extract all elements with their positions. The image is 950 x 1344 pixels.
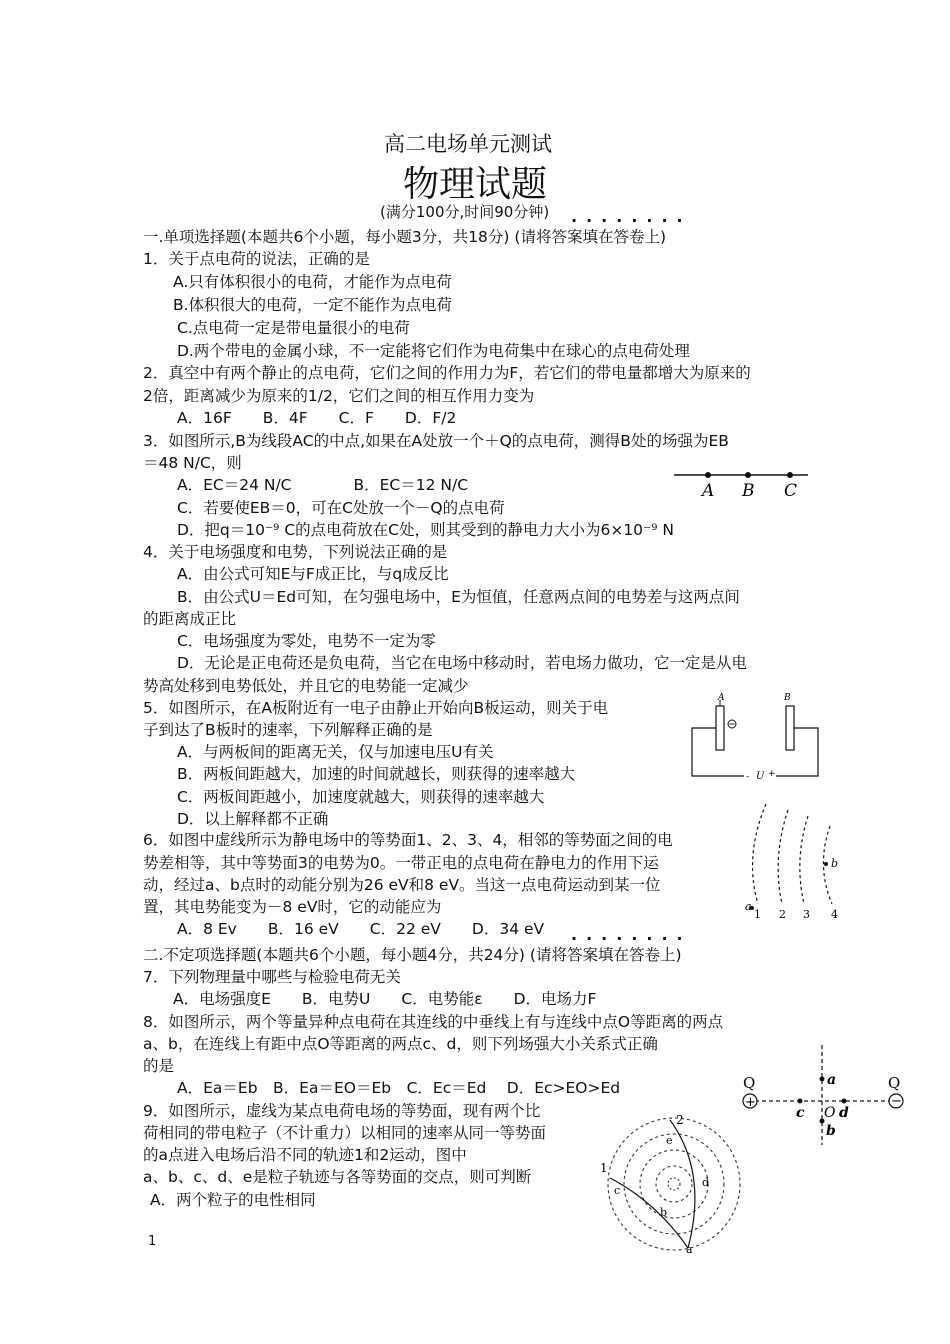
q2-options: A．16F B．4F C．F D．F/2 xyxy=(177,409,457,427)
q4-option-b-line1: B．由公式U＝Ed可知，在匀强电场中，E为恒值，任意两点间的电势差与这两点间 xyxy=(177,588,740,606)
q5-option-a: A．与两板间的距离无关，仅与加速电压U有关 xyxy=(177,743,494,761)
q3-label-c: C xyxy=(784,481,798,501)
q3-label-a: A xyxy=(702,481,715,501)
q9-stem-line3: 的a点进入电场后沿不同的轨迹1和2运动，图中 xyxy=(143,1146,467,1164)
q9-option-a: A．两个粒子的电性相同 xyxy=(150,1191,316,1209)
q3-stem-line1: 3．如图所示,B为线段AC的中点,如果在A处放一个＋Q的点电荷，测得B处的场强为EB xyxy=(143,432,729,450)
q8-label-o: O xyxy=(824,1105,836,1121)
q4-option-c: C．电场强度为零处，电势不一定为零 xyxy=(177,632,436,650)
q5-option-c: C．两板间距越小，加速度就越大，则获得的速率越大 xyxy=(177,788,545,806)
q5-label-u: U xyxy=(756,771,765,782)
q3-option-c: C．若要使EB＝0，可在C处放一个－Q的点电荷 xyxy=(177,499,505,517)
q2-stem-line1: 2．真空中有两个静止的点电荷，它们之间的作用力为F，若它们的带电量都增大为原来的 xyxy=(143,364,751,382)
q9-stem-line2: 荷相同的带电粒子（不计重力）以相同的速率从同一等势面 xyxy=(143,1124,547,1142)
page-number: 1 xyxy=(148,1234,157,1249)
q8-stem-line1: 8．如图所示，两个等量异种点电荷在其连线的中垂线上有与连线中点O等距离的两点 xyxy=(143,1013,724,1031)
q5-label-a: A xyxy=(718,693,725,703)
q1-option-d: D.两个带电的金属小球，不一定能将它们作为电荷集中在球心的点电荷处理 xyxy=(177,342,690,360)
q8-label-d: d xyxy=(839,1105,849,1121)
q8-label-a: a xyxy=(827,1072,837,1088)
q7-stem: 7．下列物理量中哪些与检验电荷无关 xyxy=(143,968,401,986)
q4-stem: 4．关于电场强度和电势，下列说法正确的是 xyxy=(143,543,448,561)
q6-label-b: b xyxy=(831,857,839,870)
q9-label-2: 2 xyxy=(676,1113,684,1127)
q9-figure-equipotential-circles xyxy=(596,1112,756,1254)
page-title: 物理试题 xyxy=(403,164,548,205)
q6-label-3: 3 xyxy=(803,908,810,921)
q9-label-d: d xyxy=(702,1176,710,1189)
emphasis-dots: ········ xyxy=(571,929,692,948)
q3-label-b: B xyxy=(742,481,755,501)
q5-label-minus: - xyxy=(746,772,750,782)
q8-stem-line2: a、b，在连线上有距中点O等距离的两点c、d，则下列场强大小关系式正确 xyxy=(143,1035,658,1053)
q8-stem-line3: 的是 xyxy=(143,1057,175,1075)
q5-figure-parallel-plates xyxy=(688,690,824,786)
q4-option-d-line2: 势高处移到电势低处，并且它的电势能一定减少 xyxy=(143,677,469,695)
header-subtitle: (满分100分,时间90分钟) xyxy=(380,203,550,221)
q1-stem: 1．关于点电荷的说法，正确的是 xyxy=(143,250,370,268)
q2-stem-line2: 2倍，距离减少为原来的1/2，它们之间的相互作用力变为 xyxy=(143,387,535,405)
q5-label-b: B xyxy=(784,693,791,703)
q6-label-1: 1 xyxy=(754,908,761,921)
q6-figure-equipotential-lines xyxy=(736,800,848,924)
header-title: 高二电场单元测试 xyxy=(384,132,552,156)
q1-option-b: B.体积很大的电荷，一定不能作为点电荷 xyxy=(173,296,453,314)
q6-stem-line2: 势差相等，其中等势面3的电势为0。一带正电的点电荷在静电力的作用下运 xyxy=(143,854,659,872)
q9-label-e: e xyxy=(666,1134,673,1147)
q8-label-q-right: Q xyxy=(888,1074,901,1092)
emphasis-dots: ········ xyxy=(571,211,692,230)
q3-figure-line-abc xyxy=(672,466,812,502)
q9-label-b: b xyxy=(660,1206,668,1219)
q6-label-2: 2 xyxy=(779,908,786,921)
q4-option-d-line1: D．无论是正电荷还是负电荷，当它在电场中移动时，若电场力做功，它一定是从电 xyxy=(177,654,747,672)
q6-label-4: 4 xyxy=(831,908,838,921)
q9-stem-line1: 9．如图所示，虚线为某点电荷电场的等势面，现有两个比 xyxy=(143,1102,541,1120)
q9-label-1: 1 xyxy=(600,1161,608,1175)
q3-stem-line2: ＝48 N/C，则 xyxy=(143,454,242,472)
q1-option-a: A.只有体积很小的电荷，才能作为点电荷 xyxy=(173,273,452,291)
q4-option-a: A．由公式可知E与F成正比，与q成反比 xyxy=(177,565,449,583)
q8-label-b: b xyxy=(826,1123,836,1139)
q3-options-ab: A．EC＝24 N/C B．EC＝12 N/C xyxy=(177,476,469,494)
q6-stem-line3: 动，经过a、b点时的动能分别为26 eV和8 eV。当这一点电荷运动到某一位 xyxy=(143,876,661,894)
q7-options: A．电场强度E B．电势U C．电势能ε D．电场力F xyxy=(173,990,597,1008)
q8-label-c: c xyxy=(796,1105,805,1121)
q8-options: A．Ea＝Eb B．Ea＝EO＝Eb C．Ec＝Ed D．Ec>EO>Ed xyxy=(177,1079,621,1097)
q5-label-plus: + xyxy=(768,769,776,779)
q5-stem-line1: 5．如图所示，在A板附近有一电子由静止开始向B板运动，则关于电 xyxy=(143,699,609,717)
section-heading: 二.不定项选择题(本题共6个小题，每小题4分，共24分) (请将答案填在答卷上) xyxy=(143,946,682,964)
q5-option-d: D．以上解释都不正确 xyxy=(177,810,329,828)
q8-plus-sign: + xyxy=(745,1095,756,1110)
q6-label-a: a xyxy=(745,900,752,913)
q1-option-c: C.点电荷一定是带电量很小的电荷 xyxy=(177,319,410,337)
q3-option-d: D．把q＝10⁻⁹ C的点电荷放在C处，则其受到的静电力大小为6×10⁻⁹ N xyxy=(177,521,674,539)
section-heading: 一.单项选择题(本题共6个小题，每小题3分，共18分) (请将答案填在答卷上) xyxy=(143,228,666,246)
q8-figure-dipole xyxy=(738,1043,914,1147)
q9-label-a: a xyxy=(686,1243,693,1254)
q6-stem-line4: 置，其电势能变为－8 eV时，它的动能应为 xyxy=(143,898,442,916)
q5-stem-line2: 子到达了B板时的速率，下列解释正确的是 xyxy=(143,721,433,739)
q4-option-b-line2: 的距离成正比 xyxy=(143,610,237,628)
q5-option-b: B．两板间距越大，加速的时间就越长，则获得的速率越大 xyxy=(177,765,576,783)
q6-stem-line1: 6．如图中虚线所示为静电场中的等势面1、2、3、4，相邻的等势面之间的电 xyxy=(143,831,673,849)
q8-minus-sign: − xyxy=(891,1094,902,1109)
q9-label-c: c xyxy=(614,1184,621,1197)
q8-label-q-left: Q xyxy=(743,1074,756,1092)
q9-stem-line4: a、b、c、d、e是粒子轨迹与各等势面的交点，则可判断 xyxy=(143,1168,532,1186)
q6-options: A．8 Ev B．16 eV C．22 eV D．34 eV xyxy=(177,920,545,938)
